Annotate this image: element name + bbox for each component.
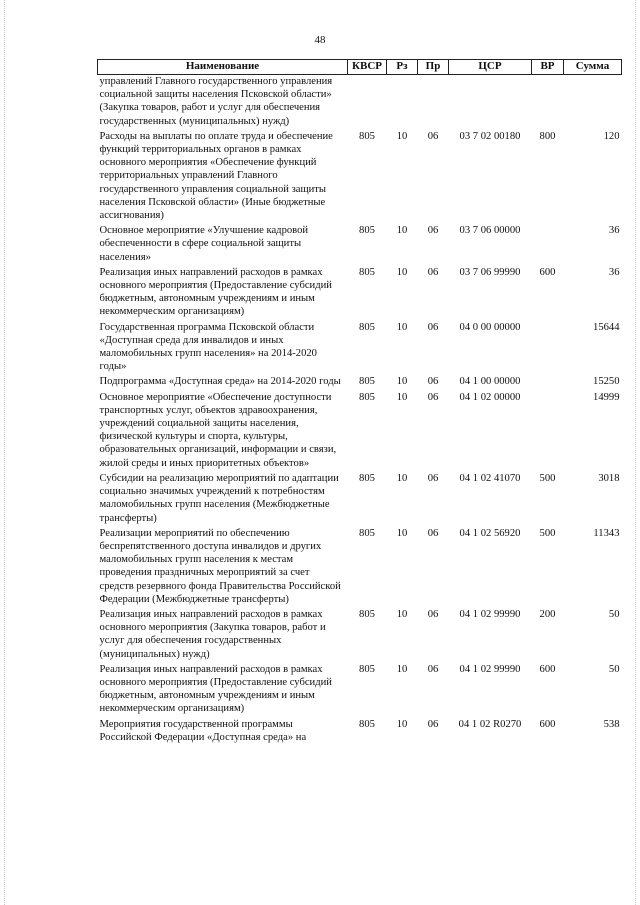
row-pr: 06 <box>427 321 439 333</box>
row-csr: 04 1 02 41070 <box>459 472 521 484</box>
row-sum: 3018 <box>598 472 620 484</box>
page-number: 48 <box>314 34 326 46</box>
table-row <box>98 718 622 746</box>
table-row <box>98 130 622 224</box>
header-pr: Пр <box>418 60 449 75</box>
header-vr: ВР <box>532 60 564 75</box>
header-csr: ЦСР <box>449 60 532 75</box>
row-csr: 04 1 02 99990 <box>459 608 521 620</box>
row-sum: 15644 <box>593 321 620 333</box>
row-sum: 36 <box>608 225 620 237</box>
row-rz <box>387 75 418 130</box>
row-csr: 03 7 06 99990 <box>459 266 521 278</box>
row-pr: 06 <box>427 718 439 730</box>
row-rz: 10 <box>396 225 408 237</box>
row-kvsr: 805 <box>359 608 375 620</box>
row-pr: 06 <box>427 376 439 388</box>
row-kvsr: 805 <box>359 266 375 278</box>
row-rz: 10 <box>396 472 408 484</box>
row-name: Реализация иных направлений расходов в рамках основного мероприятия (Закупка товаров, работ и услуг для обеспечения государственных (муниципальных) нужд) <box>99 608 326 660</box>
row-vr: 600 <box>539 266 556 278</box>
scan-edge-right <box>635 0 637 905</box>
row-vr: 800 <box>539 130 556 142</box>
row-csr: 04 0 00 00000 <box>459 321 521 333</box>
row-csr: 04 1 02 00000 <box>459 391 521 403</box>
table-header-row <box>98 60 622 75</box>
row-name: Реализация иных направлений расходов в рамках основного мероприятия (Предоставление субсидий бюджетным, автономным учреждениям и иным некоммерческим организациям) <box>99 266 332 318</box>
header-kvsr: КВСР <box>348 60 387 75</box>
row-sum: 14999 <box>593 391 620 403</box>
row-pr: 06 <box>427 391 439 403</box>
row-pr: 06 <box>427 130 439 142</box>
row-vr <box>532 75 564 130</box>
row-vr: 500 <box>539 472 556 484</box>
row-name: Реализации мероприятий по обеспечению беспрепятственного доступа инвалидов и других маломобильных групп населения к местам проведения праздничных мероприятий за счет средств резервного фонда Правительства Российской Федерации (Межбюджетные трансферты) <box>99 527 341 605</box>
row-vr: 500 <box>539 527 556 539</box>
header-sum: Сумма <box>564 60 622 75</box>
row-csr: 04 1 02 99990 <box>459 663 521 675</box>
row-name: управлений Главного государственного управления социальной защиты населения Псковской области» (Закупка товаров, работ и услуг для обеспечения государственных (муниципальных) нужд) <box>99 76 333 127</box>
row-sum: 120 <box>603 130 620 142</box>
row-pr: 06 <box>427 608 439 620</box>
row-name: Основное мероприятие «Улучшение кадровой обеспеченности в сфере социальной защиты населения» <box>99 225 309 263</box>
row-rz: 10 <box>396 266 408 278</box>
budget-table <box>97 59 622 746</box>
table-row <box>98 321 622 376</box>
table-row <box>98 663 622 718</box>
header-rz: Рз <box>387 60 418 75</box>
row-kvsr <box>348 75 387 130</box>
row-kvsr: 805 <box>359 472 375 484</box>
row-sum: 11343 <box>593 527 620 539</box>
row-vr <box>532 224 564 266</box>
row-rz: 10 <box>396 608 408 620</box>
table-row <box>98 608 622 663</box>
row-csr: 03 7 06 00000 <box>459 225 521 237</box>
row-kvsr: 805 <box>359 527 375 539</box>
row-rz: 10 <box>396 527 408 539</box>
row-vr: 200 <box>539 608 556 620</box>
scan-edge-left <box>4 0 6 905</box>
row-sum: 50 <box>608 663 620 675</box>
row-name: Подпрограмма «Доступная среда» на 2014-2020 годы <box>99 376 341 388</box>
row-name: Мероприятия государственной программы Российской Федерации «Доступная среда» на <box>99 718 307 743</box>
row-pr: 06 <box>427 266 439 278</box>
row-pr: 06 <box>427 225 439 237</box>
row-kvsr: 805 <box>359 376 375 388</box>
row-sum: 538 <box>603 718 620 730</box>
row-rz: 10 <box>396 321 408 333</box>
row-rz: 10 <box>396 391 408 403</box>
table-row <box>98 224 622 266</box>
row-kvsr: 805 <box>359 663 375 675</box>
row-kvsr: 805 <box>359 130 375 142</box>
row-name: Государственная программа Псковской области «Доступная среда для инвалидов и иных маломобильных групп населения» на 2014-2020 годы» <box>99 321 317 373</box>
row-name: Расходы на выплаты по оплате труда и обеспечение функций территориальных органов в рамках основного мероприятия «Обеспечение функций территориальных управлений Главного государственного управления социальной защиты населения Псковской области» (Иные бюджетные ассигнования) <box>99 130 333 222</box>
row-kvsr: 805 <box>359 321 375 333</box>
row-pr: 06 <box>427 527 439 539</box>
table-row <box>98 375 622 390</box>
row-sum: 15250 <box>593 376 620 388</box>
table-row <box>98 472 622 527</box>
row-pr: 06 <box>427 663 439 675</box>
row-name: Реализация иных направлений расходов в рамках основного мероприятия (Предоставление субсидий бюджетным, автономным учреждениям и иным некоммерческим организациям) <box>99 663 332 715</box>
row-rz: 10 <box>396 663 408 675</box>
row-csr: 04 1 02 R0270 <box>458 718 522 730</box>
row-rz: 10 <box>396 130 408 142</box>
row-sum <box>564 75 622 130</box>
header-name: Наименование <box>98 60 348 75</box>
row-name: Основное мероприятие «Обеспечение доступности транспортных услуг, объектов здравоохранения, учреждений социальной защиты населения, физической культуры и спорта, культуры, образовательных организаций, информации и связи, жилой среды и иных приоритетных объектов» <box>99 391 337 469</box>
row-csr: 04 1 00 00000 <box>459 376 521 388</box>
table-row <box>98 75 622 130</box>
row-csr: 03 7 02 00180 <box>459 130 521 142</box>
table-row <box>98 266 622 321</box>
row-kvsr: 805 <box>359 718 375 730</box>
row-vr: 600 <box>539 663 556 675</box>
row-vr <box>532 375 564 390</box>
row-csr <box>449 75 532 130</box>
row-vr <box>532 321 564 376</box>
row-rz: 10 <box>396 718 408 730</box>
row-vr <box>532 391 564 472</box>
row-vr: 600 <box>539 718 556 730</box>
row-pr <box>418 75 449 130</box>
table-row <box>98 391 622 472</box>
row-rz: 10 <box>396 376 408 388</box>
table-row <box>98 527 622 608</box>
row-kvsr: 805 <box>359 391 375 403</box>
row-pr: 06 <box>427 472 439 484</box>
row-kvsr: 805 <box>359 225 375 237</box>
row-name: Субсидии на реализацию мероприятий по адаптации социально значимых учреждений к потребностям маломобильных групп населения (Межбюджетные трансферты) <box>99 472 339 524</box>
row-sum: 36 <box>608 266 620 278</box>
row-sum: 50 <box>608 608 620 620</box>
row-csr: 04 1 02 56920 <box>459 527 521 539</box>
